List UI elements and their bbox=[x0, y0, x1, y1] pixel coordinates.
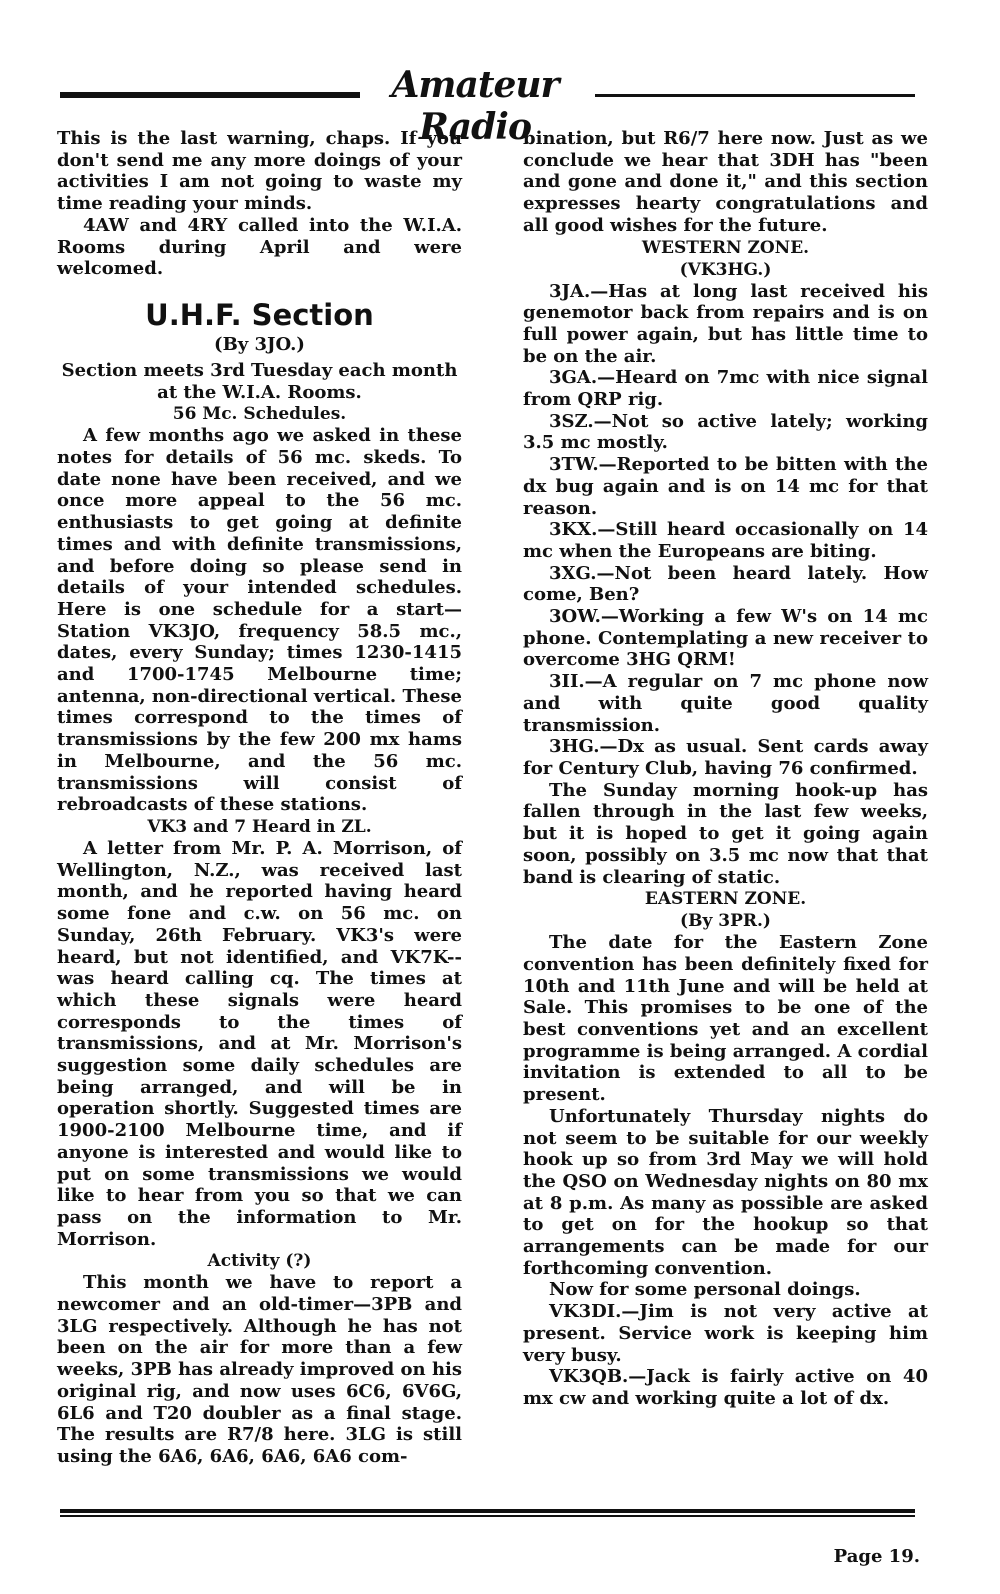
left-column bbox=[57, 128, 462, 1468]
activity-paragraph: This month we have to report a newcomer and an old-timer—3PB and 3LG respectively. Although he has not been on the air for more than a few weeks, 3PB has already improved on his original rig, and now uses 6C6, 6V6G, 6L6 and T20 doubler as a final stage. The results are R7/8 here. 3LG is still using the 6A6, 6A6, 6A6, 6A6 com- bbox=[57, 1272, 462, 1467]
continued-paragraph: bination, but R6/7 here now. Just as we conclude we hear that 3DH has "been and gone and done it," and this section expresses hearty congratulations and all good wishes for the future. bbox=[523, 128, 928, 236]
western-item: 3TW.—Reported to be bitten with the dx bug again and is on 14 mc for that reason. bbox=[523, 454, 928, 519]
intro-paragraph: This is the last warning, chaps. If you don't send me any more doings of your activities I am not going to waste my time reading your minds. bbox=[57, 128, 462, 215]
eastern-zone-heading: EASTERN ZONE. bbox=[644, 889, 807, 910]
western-zone-heading: WESTERN ZONE. bbox=[641, 237, 810, 258]
heard-paragraph: A letter from Mr. P. A. Morrison, of Wellington, N.Z., was received last month, and he reported having heard some fone and c.w. on 56 mc. on Sunday, 26th February. VK3's were heard, but not identified, and VK7K--was heard calling cq. The times at which these signals were heard corresponds to the times of transmissions, and at Mr. Morrison's suggestion some daily schedules are being arranged, and will be in operation shortly. Suggested times are 1900-2100 Melbourne time, and if anyone is interested and would like to put on some transmissions we would like to hear from you so that we can pass on the information to Mr. Morrison. bbox=[57, 837, 462, 1250]
western-item: 3HG.—Dx as usual. Sent cards away for Century Club, having 76 confirmed. bbox=[523, 736, 928, 779]
section-byline: (By 3JO.) bbox=[214, 333, 305, 355]
western-item: 3OW.—Working a few W's on 14 mc phone. Contemplating a new receiver to overcome 3HG QRM! bbox=[523, 606, 928, 671]
meets-paragraph: Section meets 3rd Tuesday each month at the W.I.A. Rooms. bbox=[61, 359, 458, 403]
schedules-paragraph: A few months ago we asked in these notes for details of 56 mc. skeds. To date none have been received, and we once more appeal to the 56 mc. enthusiasts to get going at definite times and with definite transmissions, and before doing so please send in details of your intended schedules. Here is one schedule for a start—Station VK3JO, frequency 58.5 mc., dates, every Sunday; times 1230-1415 and 1700-1745 Melbourne time; antenna, non-directional vertical. These times correspond to the times of transmissions by the few 200 mx hams in Melbourne, and the 56 mc. transmissions will consist of rebroadcasts of these stations. bbox=[57, 425, 462, 816]
page-number: Page 19. bbox=[833, 1546, 920, 1567]
eastern-item: VK3DI.—Jim is not very active at present. Service work is keeping him very busy. bbox=[523, 1301, 928, 1366]
right-column bbox=[523, 128, 928, 1410]
header-rule-right bbox=[595, 94, 915, 97]
schedules-heading: 56 Mc. Schedules. bbox=[172, 404, 347, 425]
eastern-item: The date for the Eastern Zone convention has been definitely fixed for 10th and 11th June and will be held at Sale. This promises to be one of the best conventions yet and an excellent programme is being arranged. A cordial invitation is extended to all to be present. bbox=[523, 932, 928, 1106]
section-title: U.H.F. Section bbox=[145, 297, 374, 332]
footer-rule-thick bbox=[60, 1509, 915, 1513]
heard-heading: VK3 and 7 Heard in ZL. bbox=[147, 816, 372, 837]
footer-rule-thin bbox=[60, 1515, 915, 1517]
western-item: 3SZ.—Not so active lately; working 3.5 mc mostly. bbox=[523, 410, 928, 454]
eastern-item: Unfortunately Thursday nights do not seem to be suitable for our weekly hook up so from 3rd May we will hold the QSO on Wednesday nights on 80 mx at 8 p.m. As many as possible are asked to get on for the hookup so that arrangements can be made for our forthcoming convention. bbox=[523, 1105, 928, 1279]
western-item: 3GA.—Heard on 7mc with nice signal from QRP rig. bbox=[523, 367, 928, 411]
western-zone-byline: (VK3HG.) bbox=[679, 259, 772, 280]
eastern-item: VK3QB.—Jack is fairly active on 40 mx cw and working quite a lot of dx. bbox=[523, 1366, 928, 1409]
western-item: 3XG.—Not been heard lately. How come, Ben? bbox=[523, 562, 928, 606]
intro-paragraph: 4AW and 4RY called into the W.I.A. Rooms during April and were welcomed. bbox=[57, 214, 462, 280]
western-item: The Sunday morning hook-up has fallen through in the last few weeks, but it is hoped to get it going again soon, possibly on 3.5 mc now that that band is clearing of static. bbox=[523, 779, 928, 888]
western-item: 3KX.—Still heard occasionally on 14 mc when the Europeans are biting. bbox=[523, 519, 928, 562]
eastern-zone-byline: (By 3PR.) bbox=[680, 911, 771, 932]
western-item: 3II.—A regular on 7 mc phone now and with quite good quality transmission. bbox=[523, 671, 928, 736]
western-item: 3JA.—Has at long last received his genemotor back from repairs and is on full power again, but has little time to be on the air. bbox=[523, 280, 928, 367]
activity-heading: Activity (?) bbox=[207, 1251, 312, 1272]
eastern-item: Now for some personal doings. bbox=[549, 1279, 861, 1301]
masthead-logo: Amateur Radio bbox=[391, 64, 559, 148]
header-rule-left bbox=[60, 92, 360, 98]
